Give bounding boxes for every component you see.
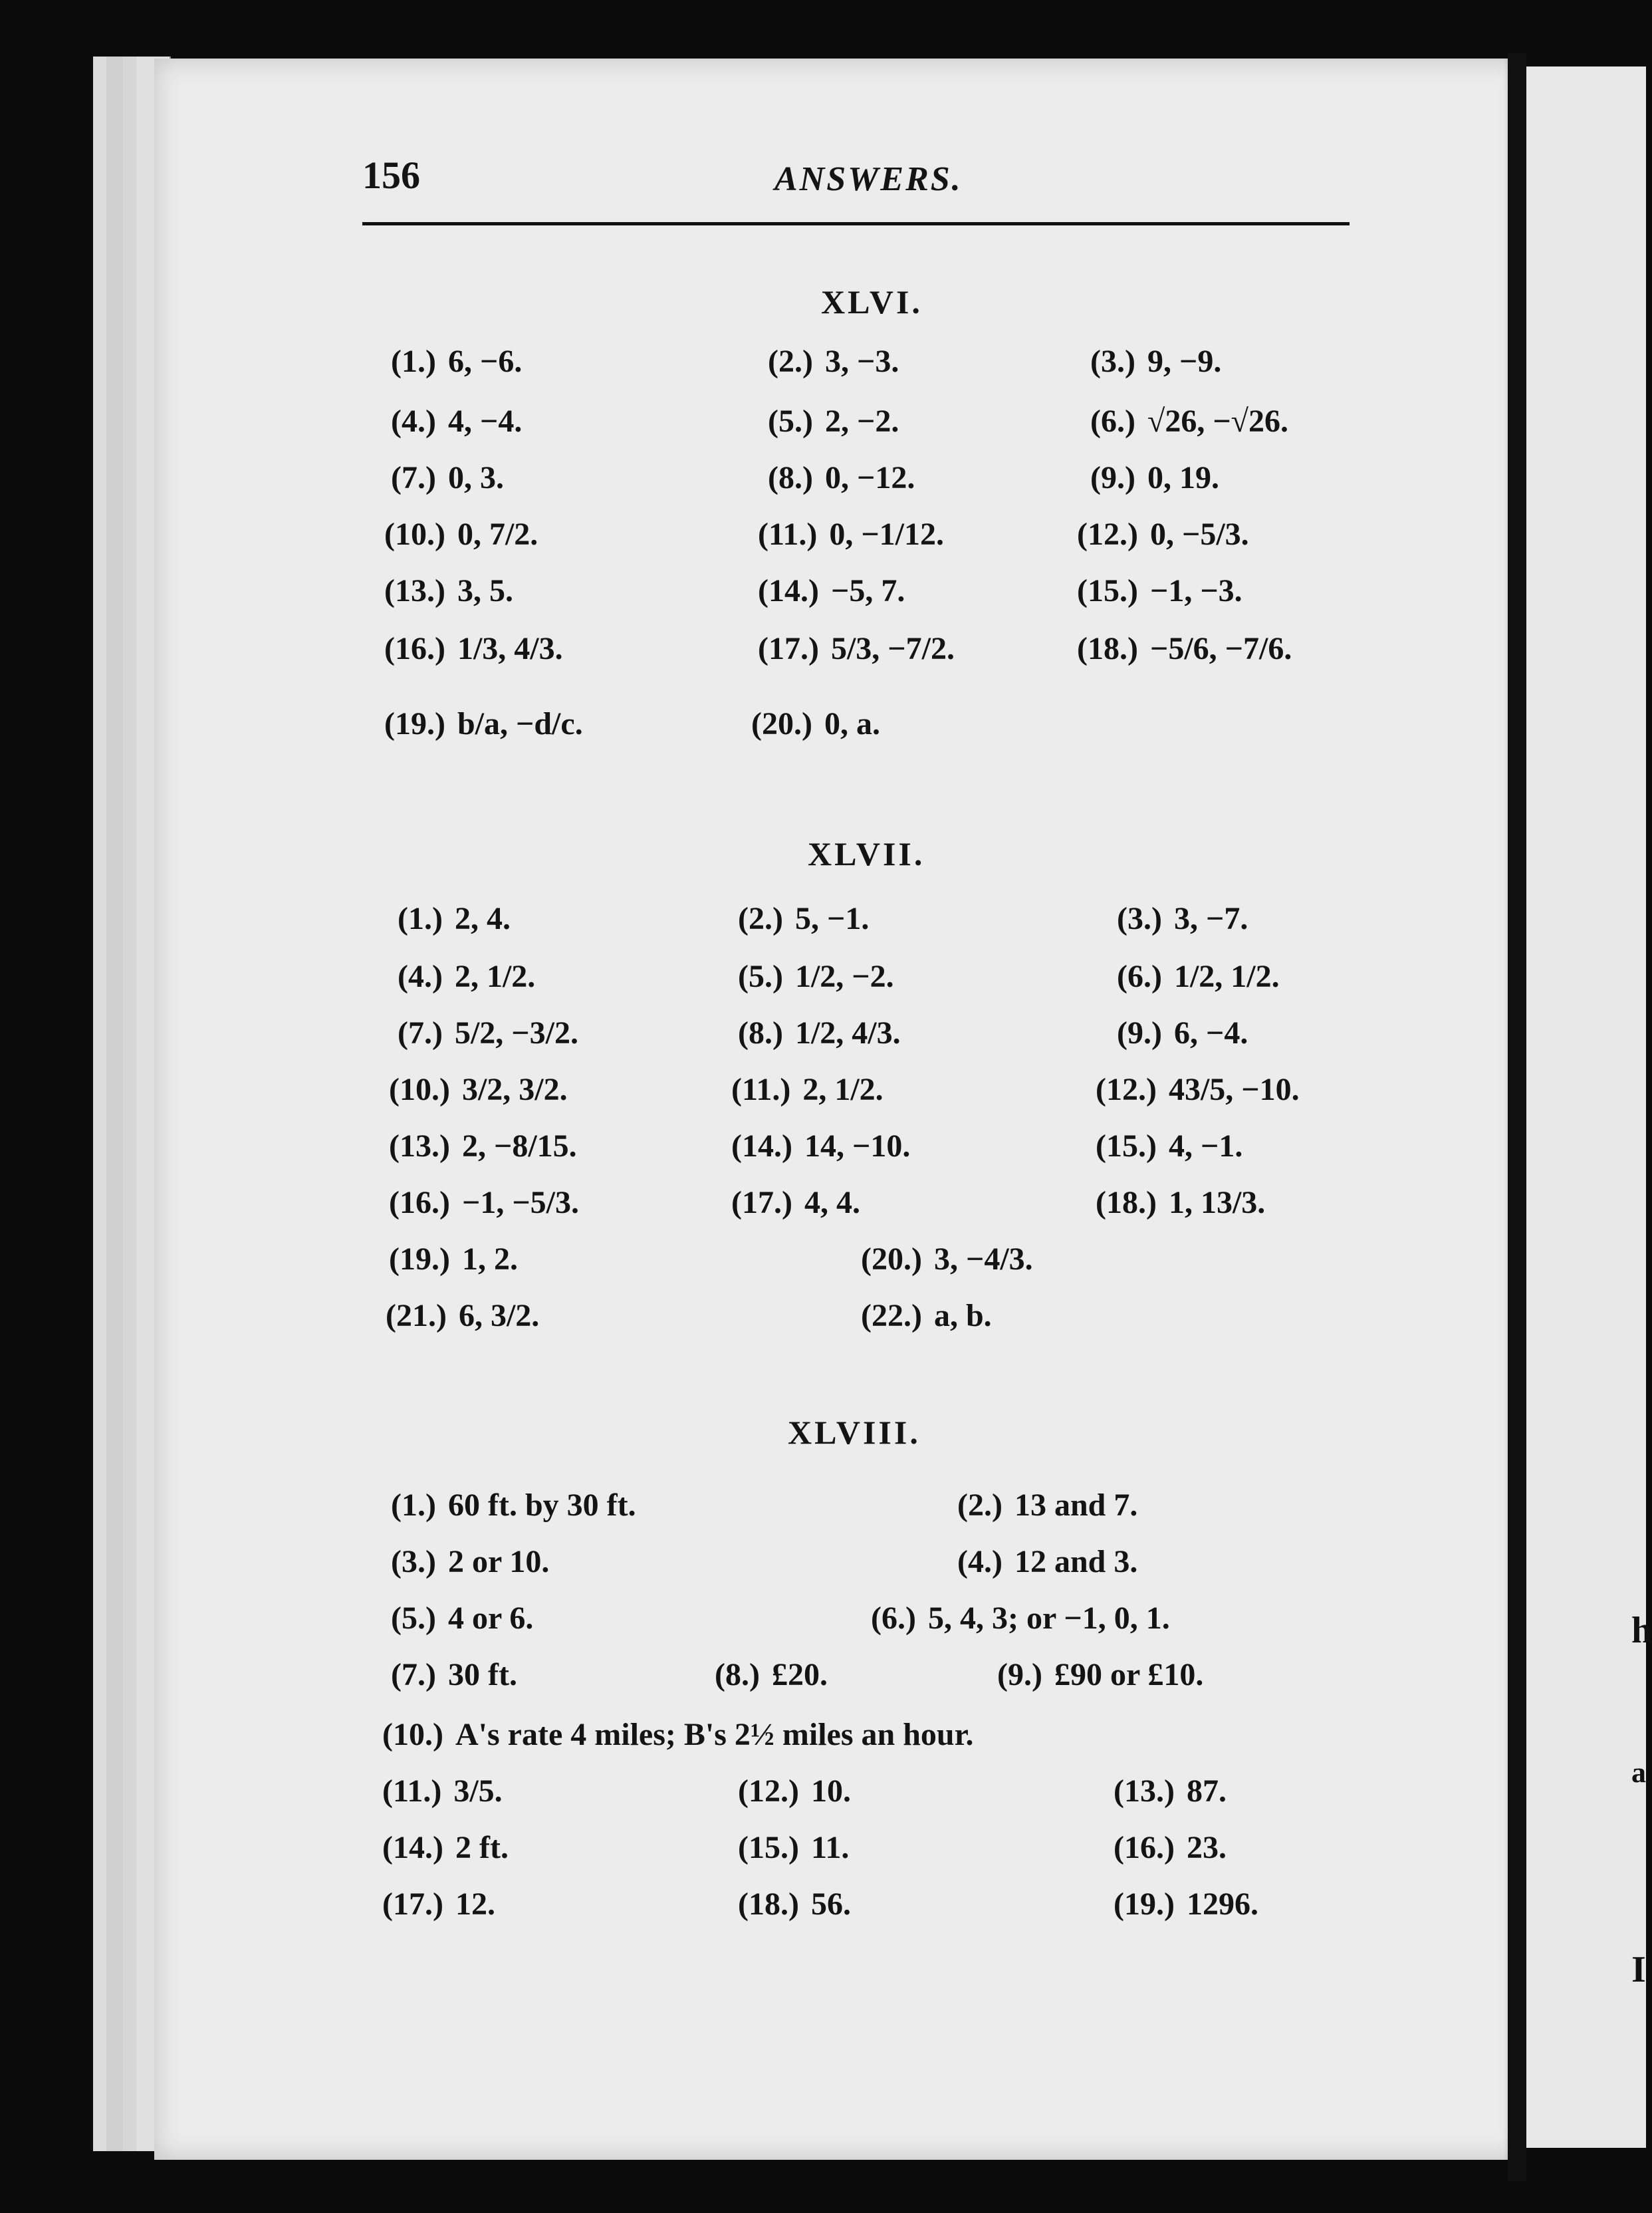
answer-value: 4, −4. [447, 404, 523, 439]
answer-item [384, 575, 513, 607]
answer-value: 12. [455, 1887, 495, 1922]
answer-value: £20. [771, 1657, 828, 1692]
answer-value: 2, 1/2. [454, 959, 536, 994]
answer-value: 43/5, −10. [1168, 1072, 1300, 1107]
answer-value: 2, 1/2. [802, 1072, 884, 1107]
answer-value: 56. [810, 1887, 851, 1922]
answer-item [997, 1659, 1203, 1691]
answer-value: 4, 4. [804, 1185, 860, 1220]
answer-value: 14, −10. [804, 1128, 911, 1164]
answer-value: 23. [1186, 1830, 1227, 1865]
answer-value: −1, −3. [1149, 573, 1242, 608]
answer-item [386, 1300, 539, 1332]
answer-value: 3, −3. [824, 344, 899, 379]
answer-item [1114, 1832, 1227, 1864]
answer-item [1117, 903, 1248, 935]
answer-number: (16.) [384, 631, 445, 666]
answer-item [391, 1490, 636, 1521]
answer-item [1096, 1074, 1300, 1106]
answer-value: 12 and 3. [1014, 1544, 1138, 1579]
answer-item [957, 1546, 1137, 1578]
answer-number: (3.) [1090, 344, 1135, 379]
answer-number: (1.) [391, 1488, 436, 1523]
answer-number: (4.) [957, 1544, 1003, 1579]
answer-item [1077, 633, 1292, 665]
answer-value: 3, 5. [457, 573, 513, 608]
answer-value: 1/2, 4/3. [794, 1015, 901, 1051]
answer-number: (8.) [738, 1015, 783, 1051]
answer-number: (2.) [738, 901, 783, 936]
answer-item [1114, 1888, 1258, 1920]
answer-item [861, 1243, 1033, 1275]
answer-number: (1.) [391, 344, 436, 379]
answer-value: 11. [810, 1830, 850, 1865]
answer-number: (16.) [389, 1185, 450, 1220]
answer-value: 6, −6. [447, 344, 523, 379]
answer-item [1096, 1130, 1242, 1162]
answer-item [382, 1888, 495, 1920]
answer-value: 0, a. [824, 706, 880, 741]
answer-value: 2 or 10. [447, 1544, 550, 1579]
answer-item [384, 633, 563, 665]
answer-number: (5.) [768, 404, 813, 439]
section-title: XLVI. [821, 283, 923, 321]
answer-number: (11.) [382, 1773, 442, 1809]
answer-value: £90 or £10. [1054, 1657, 1204, 1692]
answer-value: 2, 4. [454, 901, 511, 936]
answer-number: (17.) [758, 631, 819, 666]
answer-item [382, 1719, 974, 1751]
answer-value: 3, −4/3. [933, 1241, 1033, 1277]
answer-number: (11.) [731, 1072, 791, 1107]
section-title: XLVII. [808, 835, 925, 872]
answer-item [382, 1775, 503, 1807]
answer-number: (15.) [738, 1830, 799, 1865]
answer-number: (16.) [1114, 1830, 1175, 1865]
answer-value: √26, −√26. [1147, 404, 1289, 439]
facing-page-edge [1526, 66, 1646, 2148]
answer-value: 1/3, 4/3. [457, 631, 563, 666]
answer-number: (19.) [384, 706, 445, 741]
answer-value: 0, 7/2. [457, 517, 538, 552]
answer-number: (9.) [1090, 460, 1135, 495]
answer-value: 2, −2. [824, 404, 899, 439]
answer-value: 5/3, −7/2. [830, 631, 955, 666]
answer-item [871, 1603, 1170, 1634]
answer-number: (2.) [957, 1488, 1003, 1523]
answer-number: (14.) [731, 1128, 792, 1164]
answer-number: (20.) [861, 1241, 922, 1277]
answer-value: 0, −5/3. [1149, 517, 1249, 552]
answer-number: (3.) [391, 1544, 436, 1579]
answer-number: (13.) [384, 573, 445, 608]
answer-item [1077, 575, 1242, 607]
answer-value: 1, 2. [461, 1241, 518, 1277]
answer-value: 5, 4, 3; or −1, 0, 1. [927, 1601, 1170, 1636]
answer-value: b/a, −d/c. [457, 706, 583, 741]
running-head: ANSWERS. [774, 160, 963, 198]
answer-item [768, 406, 899, 438]
answer-number: (10.) [384, 517, 445, 552]
answer-number: (21.) [386, 1298, 447, 1333]
answer-item [751, 708, 880, 740]
answer-item [398, 903, 511, 935]
answer-item [1096, 1187, 1265, 1219]
book-gutter [1508, 53, 1526, 2181]
answer-item [738, 1832, 849, 1864]
header-rule [362, 222, 1350, 225]
answer-number: (5.) [391, 1601, 436, 1636]
answer-value: 0, −12. [824, 460, 915, 495]
answer-value: 9, −9. [1147, 344, 1222, 379]
answer-number: (10.) [389, 1072, 450, 1107]
answer-item [738, 1775, 851, 1807]
answer-value: 2 ft. [455, 1830, 509, 1865]
answer-value: 6, −4. [1173, 1015, 1248, 1051]
answer-number: (6.) [871, 1601, 916, 1636]
answer-item [1117, 1017, 1248, 1049]
facing-page-char: h [1631, 1610, 1652, 1651]
answer-value: 1296. [1186, 1887, 1258, 1922]
answer-number: (17.) [731, 1185, 792, 1220]
answer-number: (7.) [391, 460, 436, 495]
answer-item [758, 575, 905, 607]
answer-item [389, 1187, 579, 1219]
answer-item [738, 1017, 901, 1049]
answer-number: (12.) [1096, 1072, 1157, 1107]
answer-item [398, 961, 535, 993]
answer-item [1090, 346, 1221, 378]
answer-number: (4.) [398, 959, 443, 994]
answer-value: 0, 3. [447, 460, 504, 495]
answer-number: (15.) [1096, 1128, 1157, 1164]
answer-item [391, 1546, 549, 1578]
answer-item [768, 462, 915, 494]
answer-item [384, 519, 538, 551]
answer-number: (19.) [1114, 1887, 1175, 1922]
answer-number: (11.) [758, 517, 818, 552]
answer-item [738, 1888, 851, 1920]
answer-number: (20.) [751, 706, 812, 741]
answer-item [389, 1074, 568, 1106]
answer-number: (18.) [1096, 1185, 1157, 1220]
answer-value: 3/5. [453, 1773, 503, 1809]
answer-number: (1.) [398, 901, 443, 936]
answer-value: 1, 13/3. [1168, 1185, 1266, 1220]
answer-value: A's rate 4 miles; B's 2½ miles an hour. [455, 1717, 974, 1752]
answer-item [1077, 519, 1249, 551]
answer-value: 5/2, −3/2. [454, 1015, 578, 1051]
answer-item [731, 1130, 910, 1162]
answer-number: (9.) [1117, 1015, 1162, 1051]
answer-value: −5, 7. [830, 573, 905, 608]
answer-item [1114, 1775, 1227, 1807]
answer-value: 10. [810, 1773, 851, 1809]
answer-value: −1, −5/3. [461, 1185, 580, 1220]
answer-item [768, 346, 899, 378]
answer-item [1117, 961, 1280, 993]
answer-item [398, 1017, 578, 1049]
answer-number: (4.) [391, 404, 436, 439]
answer-number: (7.) [398, 1015, 443, 1051]
answer-value: 3, −7. [1173, 901, 1248, 936]
answer-number: (22.) [861, 1298, 922, 1333]
facing-page-char: I [1631, 1949, 1646, 1990]
answer-number: (12.) [738, 1773, 799, 1809]
answer-number: (19.) [389, 1241, 450, 1277]
answer-number: (12.) [1077, 517, 1138, 552]
answer-number: (17.) [382, 1887, 443, 1922]
answer-number: (13.) [389, 1128, 450, 1164]
facing-page-char: a [1631, 1756, 1646, 1789]
answer-item [1090, 406, 1288, 438]
answer-item [758, 633, 955, 665]
answer-item [957, 1490, 1137, 1521]
answer-item [861, 1300, 992, 1332]
answer-number: (8.) [715, 1657, 760, 1692]
answer-number: (18.) [738, 1887, 799, 1922]
page-number: 156 [362, 154, 420, 197]
answer-number: (13.) [1114, 1773, 1175, 1809]
answer-value: −5/6, −7/6. [1149, 631, 1292, 666]
answer-value: 5, −1. [794, 901, 870, 936]
answer-number: (9.) [997, 1657, 1042, 1692]
answer-number: (6.) [1117, 959, 1162, 994]
answer-value: 0, −1/12. [829, 517, 945, 552]
answer-value: 6, 3/2. [458, 1298, 540, 1333]
answer-number: (14.) [758, 573, 819, 608]
answer-value: 13 and 7. [1014, 1488, 1138, 1523]
answer-item [738, 903, 869, 935]
answer-value: 1/2, 1/2. [1173, 959, 1280, 994]
answer-number: (14.) [382, 1830, 443, 1865]
answer-value: 30 ft. [447, 1657, 517, 1692]
answer-value: 87. [1186, 1773, 1227, 1809]
answer-item [389, 1130, 577, 1162]
answer-number: (6.) [1090, 404, 1135, 439]
answer-value: 1/2, −2. [794, 959, 894, 994]
answer-value: 4, −1. [1168, 1128, 1243, 1164]
answer-item [391, 1659, 517, 1691]
answer-item [382, 1832, 509, 1864]
answer-item [758, 519, 944, 551]
answer-value: 2, −8/15. [461, 1128, 577, 1164]
answer-number: (18.) [1077, 631, 1138, 666]
answer-number: (10.) [382, 1717, 443, 1752]
answer-number: (3.) [1117, 901, 1162, 936]
answer-value: a, b. [933, 1298, 992, 1333]
answer-item [391, 346, 522, 378]
section-title: XLVIII. [788, 1414, 921, 1451]
answer-item [384, 708, 583, 740]
answer-item [389, 1243, 518, 1275]
answer-value: 0, 19. [1147, 460, 1219, 495]
answer-number: (8.) [768, 460, 813, 495]
answer-value: 4 or 6. [447, 1601, 534, 1636]
answer-value: 3/2, 3/2. [461, 1072, 568, 1107]
answer-value: 60 ft. by 30 ft. [447, 1488, 636, 1523]
answer-item [391, 462, 504, 494]
answer-item [715, 1659, 828, 1691]
answer-item [738, 961, 894, 993]
answer-item [731, 1187, 860, 1219]
answer-number: (5.) [738, 959, 783, 994]
answer-number: (15.) [1077, 573, 1138, 608]
answer-item [1090, 462, 1219, 494]
answer-item [391, 406, 522, 438]
answer-number: (2.) [768, 344, 813, 379]
answer-item [731, 1074, 884, 1106]
answer-item [391, 1603, 533, 1634]
answer-number: (7.) [391, 1657, 436, 1692]
